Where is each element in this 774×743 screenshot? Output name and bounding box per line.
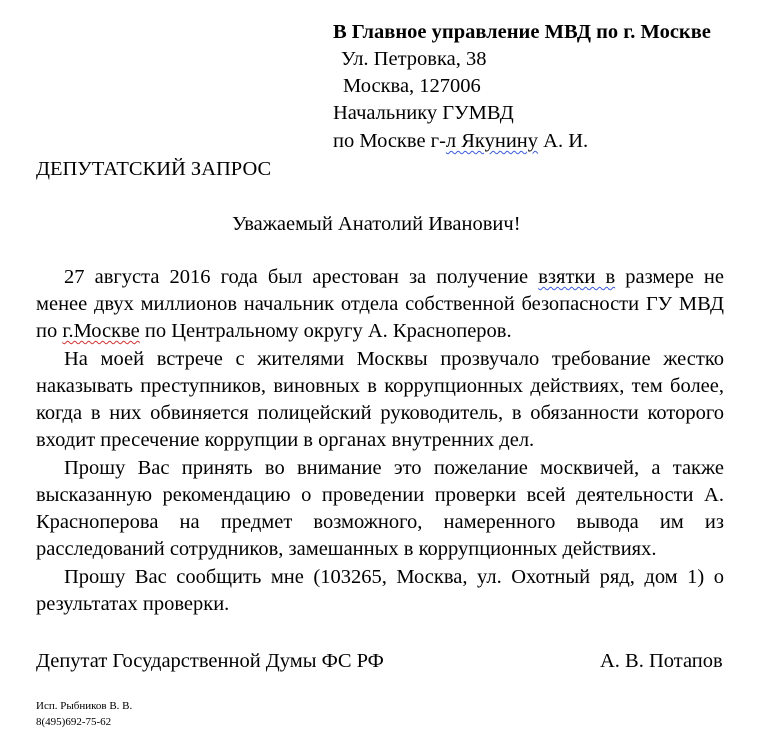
recipient-line-5-pre: по Москве г-: [333, 130, 446, 152]
document-heading: ДЕПУТАТСКИЙ ЗАПРОС: [36, 158, 272, 180]
paragraph-3-line-4: расследований сотрудников, замешанных в коррупционных действиях.: [36, 538, 657, 560]
executor-phone: 8(495)692-75-62: [36, 716, 112, 728]
paragraph-2-line-2: наказывать преступников, виновных в коррупционных действиях, тем более,: [36, 375, 724, 397]
paragraph-4-line-1: Прошу Вас сообщить мне (103265, Москва, ул. Охотный ряд, дом 1) о: [64, 566, 724, 588]
paragraph-4: [36, 564, 724, 618]
signature-position: Депутат Государственной Думы ФС РФ: [36, 650, 384, 672]
p1-l3-post: по Центральному округу А. Красноперов.: [139, 320, 512, 342]
paragraph-1-line-1: [36, 264, 724, 291]
spellcheck-mark: л Якунину: [445, 130, 539, 152]
paragraph-2-line-1: На моей встрече с жителями Москвы прозвучало требование жестко: [64, 348, 724, 370]
spellcheck-mark: г.Москве: [62, 320, 140, 342]
recipient-line-2: Ул. Петровка, 38: [341, 48, 487, 70]
paragraph-2-line-4: входит пресечение коррупции в органах внутренних дел.: [36, 429, 535, 451]
recipient-line-5: [333, 128, 588, 154]
p1-l1-post: размере не: [615, 266, 724, 288]
recipient-line-5-post: А. И.: [538, 130, 589, 152]
paragraph-4-line-2: результатах проверки.: [36, 593, 230, 615]
paragraph-3: [36, 455, 724, 563]
executor-name: Исп. Рыбников В. В.: [36, 700, 133, 712]
p1-l3-pre: по: [36, 320, 63, 342]
p1-l1-pre: 27 августа 2016 года был арестован за получение: [64, 266, 539, 288]
paragraph-3-line-2: высказанную рекомендацию о проведении проверки всей деятельности А.: [36, 484, 724, 506]
paragraph-2-line-3: когда в них обвиняется полицейский руководитель, в обязанности которого: [36, 402, 724, 424]
spellcheck-mark: взятки в: [538, 266, 616, 288]
recipient-line-3: Москва, 127006: [343, 75, 481, 97]
salutation: Уважаемый Анатолий Иванович!: [232, 213, 521, 235]
paragraph-3-line-3: Красноперова на предмет возможного, намеренного вывода им из: [36, 511, 724, 533]
recipient-line-4: Начальнику ГУМВД: [333, 102, 514, 124]
paragraph-1: [36, 264, 724, 345]
signature-name: А. В. Потапов: [600, 650, 723, 672]
paragraph-2: [36, 346, 724, 454]
paragraph-1-line-2: менее двух миллионов начальник отдела собственной безопасности ГУ МВД: [36, 293, 724, 315]
paragraph-3-line-1: Прошу Вас принять во внимание это пожелание москвичей, а также: [64, 457, 724, 479]
recipient-line-1: В Главное управление МВД по г. Москве: [333, 21, 711, 43]
paragraph-1-line-3: [36, 318, 724, 345]
